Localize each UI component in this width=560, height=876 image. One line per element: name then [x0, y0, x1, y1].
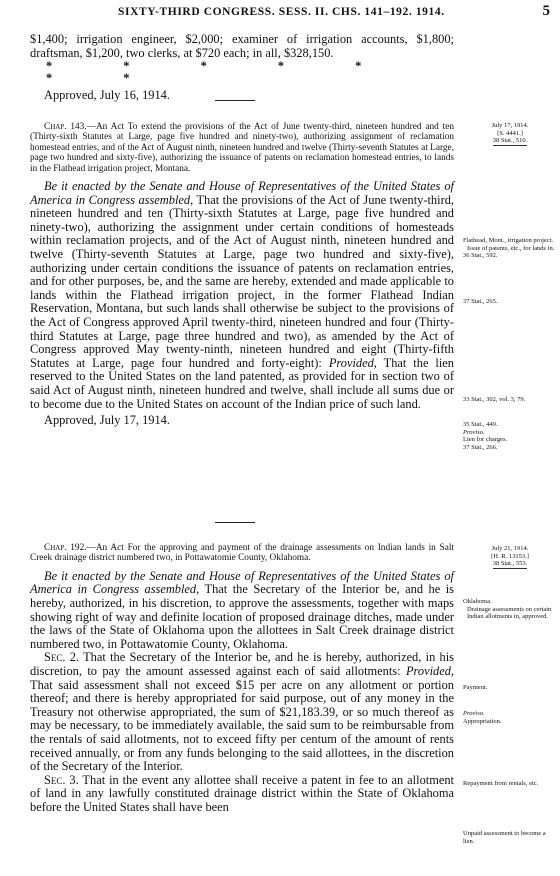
margin-proviso-word: Proviso.: [463, 428, 485, 436]
margin-stat-text: 38 Stat., 553.: [492, 560, 528, 567]
margin-patents: Issue of patents, etc., for lands in.: [467, 244, 555, 252]
margin-oklahoma: Oklahoma.: [463, 598, 492, 605]
margin-proviso-word: Proviso.: [463, 710, 485, 717]
chapter-192: [30, 543, 454, 815]
omission-stars: * * * * * * *: [46, 59, 396, 86]
approved-line: Approved, July 17, 1914.: [44, 413, 170, 428]
proviso-word: Provided,: [328, 355, 377, 370]
sec-3-label: Sec. 3.: [44, 772, 79, 787]
margin-lien: Lien for charges.: [463, 436, 508, 443]
margin-oklahoma-block: [463, 598, 557, 621]
margin-appropriation-block: [463, 710, 557, 725]
page-number: 5: [542, 3, 550, 19]
margin-repayment-block: [463, 780, 557, 788]
margin-repayment: Repayment from rentals, etc.: [463, 780, 539, 787]
margin-date: July 21, 1914.: [491, 545, 529, 552]
margin-ref-37b: 37 Stat., 266.: [463, 443, 498, 451]
chapter-143-label: Chap. 143.: [44, 122, 87, 132]
margin-payment-block: [463, 684, 557, 692]
chapter-192-summary-text: —An Act For the approving and payment of the drainage assessments on Indian lands in Salt Creek drainage district numbered two, in Pottawatomie County, Oklahoma.: [30, 543, 454, 564]
margin-stat: [463, 137, 557, 146]
chapter-192-section-1: [30, 570, 454, 652]
margin-date: July 17, 1914.: [491, 122, 529, 129]
margin-bill: [H. R. 13153.]: [491, 552, 529, 560]
margin-bill: [S. 4441.]: [497, 129, 523, 137]
chapter-143: [30, 122, 454, 427]
approved-line: Approved, July 16, 1914.: [44, 88, 170, 103]
sec-2-label: Sec. 2.: [44, 650, 80, 665]
chapter-192-summary: [30, 543, 454, 564]
margin-ref-37: 37 Stat., 265.: [463, 298, 498, 305]
sec-2-text-1: That the Secretary of the Interior be, and he is hereby, authorized, in his discretion, to pay the amount assessed against each of said allotments:: [30, 650, 454, 678]
margin-proviso: [463, 429, 557, 437]
margin-unpaid: Unpaid assessment to become a lien.: [463, 830, 546, 845]
margin-payment: Payment.: [463, 684, 488, 691]
enacting-clause: Be it enacted by the Senate and House of Representatives of the United States of America in Congress assembled,: [30, 568, 454, 597]
margin-proviso: [463, 710, 557, 718]
margin-ref-37-block: [463, 298, 557, 306]
running-header: [0, 3, 560, 24]
margin-stat-text: 38 Stat., 510.: [492, 137, 528, 144]
chapter-192-section-2: [30, 651, 454, 773]
proviso-word: Provided,: [405, 663, 454, 678]
margin-appropriation: Appropriation.: [463, 717, 502, 725]
section-divider: [215, 522, 255, 523]
chapter-143-summary-text: —An Act To extend the provisions of the Act of June twenty-third, nineteen hundred and ten (Thirty-sixth Statutes at Large, page five hundred and ninety-two), authorizing assignment of reclamation homestead entries, and of the Act of August ninth, nineteen hundred and twelve (Thirty-seventh Statutes at Large, page two hundred and sixty-five), authorizing the issuance of patents on reclamation homestead entries, to lands in the Flathead irrigation project, Montana.: [30, 122, 454, 174]
section-divider: [215, 100, 255, 101]
sec-3-text: That in the event any allottee shall receive a patent in fee to an allotment of land in any lawfully constituted drainage district within the State of Oklahoma before the United States shall have been: [30, 772, 454, 814]
chapter-192-section-3: [30, 774, 454, 815]
margin-flathead: Flathead, Mont., irrigation project.: [463, 237, 554, 244]
margin-ref-33-block: [463, 396, 557, 404]
margin-stat: [463, 560, 557, 569]
margin-ref-33: 33 Stat., 302, vol. 3, 79.: [463, 396, 526, 403]
margin-notes-192: [463, 545, 557, 569]
margin-proviso-block: [463, 421, 557, 451]
margin-ref-36: 36 Stat., 592.: [463, 252, 498, 259]
chapter-143-body: [30, 180, 454, 411]
running-title: SIXTY-THIRD CONGRESS. SESS. II. CHS. 141–192. 1914.: [118, 6, 445, 18]
previous-chapter-tail: [30, 33, 454, 102]
chapter-143-summary: [30, 122, 454, 174]
sec-2-text-2: That said assessment shall not exceed $15 per acre on any allotment or portion thereof; and there is hereby appropriated for said purpose, out of any money in the Treasury not otherwise appropriated, the sum of $21,183.39, or so much thereof as may be necessary, to be immediately available, the said sum to be reimbursable from the rentals of said allotments, not to exceed fifty per centum of the amount of rents received annually, or from any funds belonging to the said allottees, in the discretion of the Secretary of the Interior.: [30, 677, 454, 774]
chapter-192-label: Chap. 192.: [44, 543, 87, 553]
margin-notes-143-body: [463, 237, 557, 260]
chapter-143-text-2: That the lien reserved to the United States on the land patented, as provided for in section two of said Act of August ninth, nineteen hundred and twelve, shall include all sums due or to become due to the United States on account of the Indian price of such land.: [30, 355, 454, 411]
margin-notes-143: [463, 122, 557, 146]
margin-ref-35: 35 Stat., 449.: [463, 421, 498, 428]
chapter-143-text-1: That the provisions of the Act of June twenty-third, nineteen hundred and ten (Thirty-sixth Statutes at Large, page five hundred and ninety-two), authorizing the assignment under certain conditions of homesteads within reclamation projects, and of the Act of August ninth, nineteen hundred and twelve (Thirty-seventh Statutes at Large, page two hundred and sixty-five), authorizing under certain conditions the issuance of patents on reclamation entries, and for other purposes, be, and the same are hereby, extended and made applicable to lands within the Flathead irrigation project, in the former Flathead Indian Reservation, Montana, but such lands shall otherwise be subject to the provisions of the Act of Congress approved April twenty-third, nineteen hundred and four (Thirty-third Statutes at Large, page three hundred and two), as amended by the Act of Congress approved May twenty-ninth, nineteen hundred and eight (Thirty-fifth Statutes at Large, page four hundred and forty-eight):: [30, 192, 454, 370]
enacting-clause: Be it enacted by the Senate and House of Representatives of the United States of America in Congress assembled,: [30, 179, 454, 207]
margin-unpaid-block: [463, 830, 557, 845]
continuation-text: $1,400; irrigation engineer, $2,000; examiner of irrigation accounts, $1,800; draftsman, $1,200, two clerks, at $720 each; in all, $328,150.: [30, 32, 454, 60]
margin-drainage: Drainage assessments on certain Indian allotments in, approved.: [467, 605, 552, 620]
chapter-192-text-1: That the Secretary of the Interior be, and he is hereby, authorized, in his discretion, to approve the assessments, together with maps showing right of way and definite location of proposed drainage ditches, made under the laws of the State of Oklahoma upon the allottees in Salt Creek drainage district numbered two, in Pottawatomie County, Oklahoma.: [30, 582, 454, 651]
